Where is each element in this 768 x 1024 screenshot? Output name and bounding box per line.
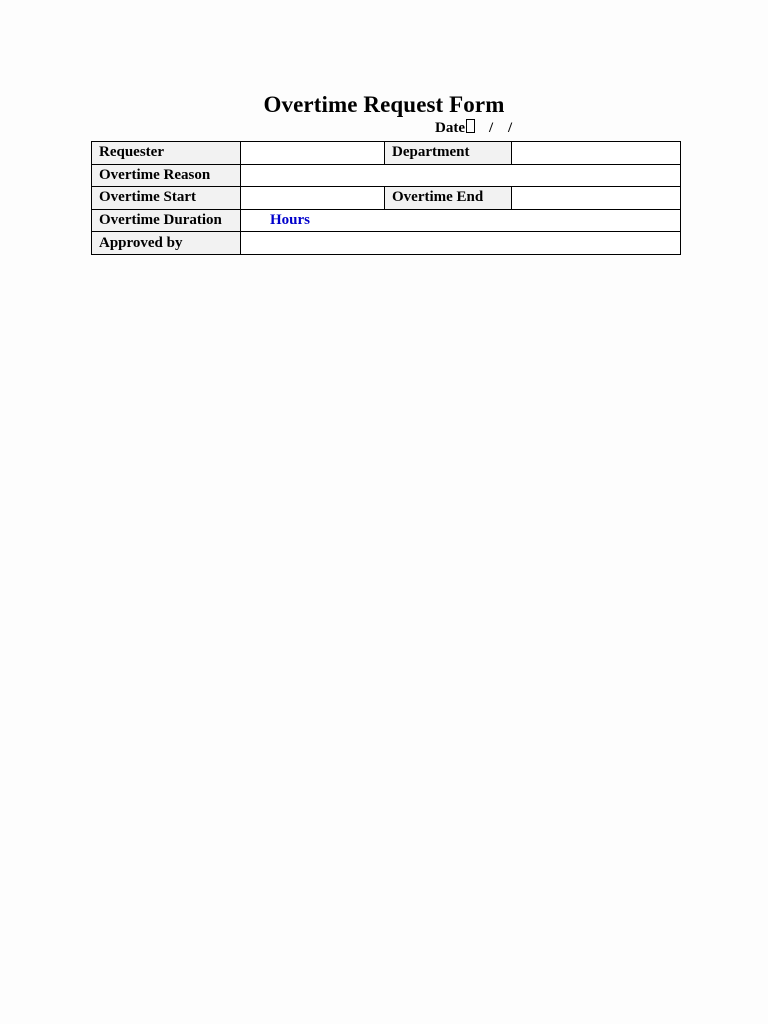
table-row-approved <box>92 232 681 255</box>
table-row-requester <box>92 142 681 165</box>
date-label: Date <box>435 120 465 136</box>
overtime-end-field[interactable] <box>512 187 681 210</box>
requester-label: Requester <box>92 142 241 165</box>
table-row-start-end <box>92 187 681 210</box>
department-label: Department <box>385 142 512 165</box>
overtime-reason-field[interactable] <box>241 164 681 187</box>
date-line <box>435 119 512 137</box>
overtime-reason-label: Overtime Reason <box>92 164 241 187</box>
date-separator-1: / <box>489 120 494 136</box>
overtime-duration-field[interactable] <box>241 209 681 232</box>
table-row-reason <box>92 164 681 187</box>
requester-field[interactable] <box>241 142 385 165</box>
hours-unit-label: Hours <box>270 212 311 229</box>
department-field[interactable] <box>512 142 681 165</box>
overtime-start-label: Overtime Start <box>92 187 241 210</box>
approved-by-label: Approved by <box>92 232 241 255</box>
overtime-form-table <box>91 141 681 255</box>
overtime-start-field[interactable] <box>241 187 385 210</box>
overtime-duration-label: Overtime Duration <box>92 209 241 232</box>
overtime-end-label: Overtime End <box>385 187 512 210</box>
table-row-duration <box>92 209 681 232</box>
form-title: Overtime Request Form <box>263 92 505 117</box>
date-checkbox-glyph <box>466 119 475 133</box>
approved-by-field[interactable] <box>241 232 681 255</box>
date-separator-2: / <box>508 120 513 136</box>
